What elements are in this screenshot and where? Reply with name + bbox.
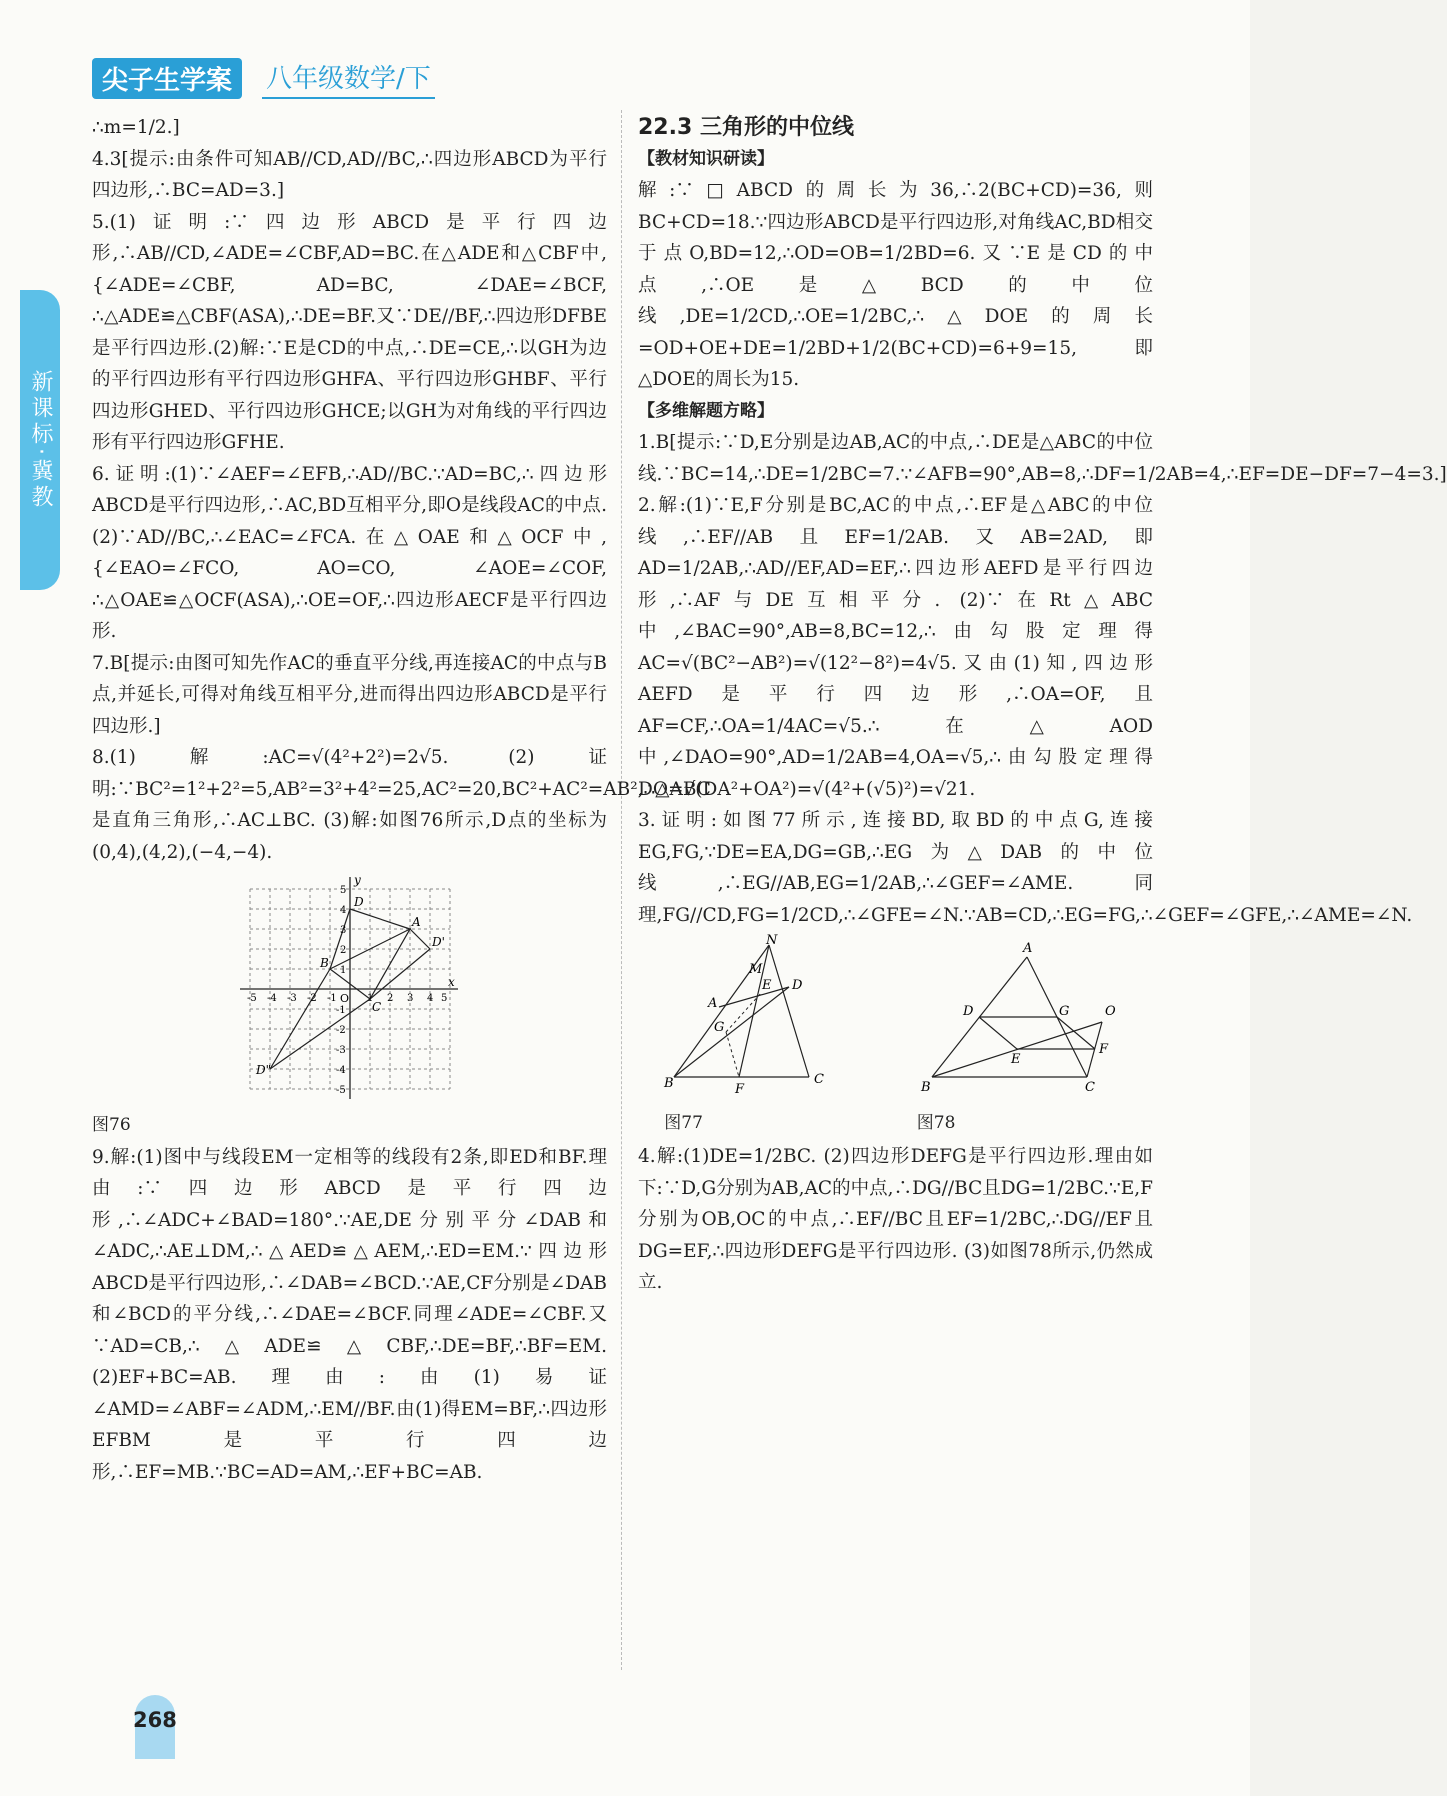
triangle-figure-78 bbox=[917, 937, 1127, 1097]
answer-1: 1.B[提示:∵D,E分别是边AB,AC的中点,∴DE是△ABC的中位线.∵BC=14,∴DE=1/2BC=7.∵∠AFB=90°,AB=8,∴DF=1/2AB=4,∴EF=DE−DF=7−4=3.] bbox=[638, 432, 1447, 485]
answer-6: 6.证明:(1)∵∠AEF=∠EFB,∴AD//BC.∵AD=BC,∴四边形ABCD是平行四边形,∴AC,BD互相平分,即O是线段AC的中点. (2)∵AD//BC,∴∠EAC=∠FCA.在△OAE和△OCF中,{∠EAO=∠FCO, AO=CO, ∠AOE=∠COF, ∴△OAE≌△OCF(ASA),∴OE=OF,∴四边形AECF是平行四边形. bbox=[92, 463, 607, 642]
fig78-label-b: B bbox=[920, 1080, 931, 1095]
fig77-label-g: G bbox=[714, 1020, 725, 1035]
triangle-figure-77 bbox=[664, 933, 864, 1097]
x-tick: 5 bbox=[440, 993, 447, 1004]
y-axis-label: y bbox=[353, 873, 361, 887]
fig77-label-d: D bbox=[792, 978, 803, 993]
fig77-label-a: A bbox=[708, 996, 718, 1011]
column-divider bbox=[621, 110, 622, 1670]
fig77-label-n: N bbox=[766, 933, 778, 948]
origin-label: O bbox=[339, 992, 349, 1005]
point-d-label: D bbox=[353, 895, 364, 909]
y-tick: 1 bbox=[339, 965, 346, 976]
x-tick: -2 bbox=[306, 993, 317, 1004]
right-column bbox=[638, 112, 1447, 1299]
fig77-label-c: C bbox=[814, 1072, 825, 1087]
textbook-answer: 解:∵□ABCD的周长为36,∴2(BC+CD)=36,则BC+CD=18.∵四边形ABCD是平行四边形,对角线AC,BD相交于点O,BD=12,∴OD=OB=1/2BD=6.又∵E是CD的中点,∴OE是△BCD的中位线,DE=1/2CD,∴OE=1/2BC,∴△DOE的周长=OD+OE+DE=1/2BD+1/2(BC+CD)=6+9=15,即△DOE的周长为15. bbox=[638, 180, 1153, 390]
y-tick: -2 bbox=[335, 1025, 346, 1036]
y-tick: 5 bbox=[339, 885, 346, 896]
point-a-label: A bbox=[411, 915, 421, 929]
fig77-label-m: M bbox=[749, 962, 763, 977]
figures-77-78 bbox=[638, 933, 1153, 1139]
x-tick: 3 bbox=[406, 993, 413, 1004]
answer-2: 2.解:(1)∵E,F分别是BC,AC的中点,∴EF是△ABC的中位线,∴EF//AB且EF=1/2AB.又AB=2AD,即AD=1/2AB,∴AD//EF,AD=EF,∴四边形AEFD是平行四边形,∴AF与DE互相平分. (2)∵在Rt△ABC中,∠BAC=90°,AB=8,BC=12,∴由勾股定理得AC=√(BC²−AB²)=√(12²−8²)=4√5.又由(1)知,四边形AEFD是平行四边形,∴OA=OF,且AF=CF,∴OA=1/4AC=√5.∴在△AOD中,∠DAO=90°,AD=1/2AB=4,OA=√5,∴由勾股定理得DO=√(DA²+OA²)=√(4²+(√5)²)=√21. bbox=[638, 495, 1153, 800]
x-tick: 4 bbox=[426, 993, 433, 1004]
x-axis-label: x bbox=[447, 975, 455, 989]
answer-4: 4.3[提示:由条件可知AB//CD,AD//BC,∴四边形ABCD为平行四边形,∴BC=AD=3.] bbox=[92, 148, 607, 201]
answer-9: 9.解:(1)图中与线段EM一定相等的线段有2条,即ED和BF.理由:∵四边形ABCD是平行四边形,∴∠ADC+∠BAD=180°.∵AE,DE分别平分∠DAB和∠ADC,∴AE⊥DM,∴△AED≌△AEM,∴ED=EM.∵四边形ABCD是平行四边形,∴∠DAB=∠BCD.∵AE,CF分别是∠DAB和∠BCD的平分线,∴∠DAE=∠BCF.同理∠ADE=∠CBF.又∵AD=CB,∴△ADE≌△CBF,∴DE=BF,∴BF=EM. (2)EF+BC=AB.理由:由(1)易证∠AMD=∠ABF=∠ADM,∴EM//BF.由(1)得EM=BF,∴四边形EFBM是平行四边形,∴EF=MB.∵BC=AD=AM,∴EF+BC=AB. bbox=[92, 1146, 607, 1483]
fig78-label-g: G bbox=[1058, 1004, 1070, 1019]
figure-78-caption: 图78 bbox=[916, 1112, 956, 1133]
x-tick: -4 bbox=[266, 993, 277, 1004]
fig77-label-b: B bbox=[664, 1076, 674, 1091]
y-tick: -3 bbox=[335, 1045, 346, 1056]
answer-7: 7.B[提示:由图可知先作AC的垂直平分线,再连接AC的中点与B点,并延长,可得对角线互相平分,进而得出四边形ABCD是平行四边形.] bbox=[92, 652, 607, 737]
side-tab: 新课标·冀教 bbox=[20, 290, 60, 590]
y-tick: -4 bbox=[335, 1065, 346, 1076]
x-tick: -5 bbox=[246, 993, 257, 1004]
answer-4-right: 4.解:(1)DE=1/2BC. (2)四边形DEFG是平行四边形.理由如下:∵D,G分别为AB,AC的中点,∴DG//BC且DG=1/2BC.∵E,F分别为OB,OC的中点,∴EF//BC且EF=1/2BC,∴DG//EF且DG=EF,∴四边形DEFG是平行四边形. (3)如图78所示,仍然成立. bbox=[638, 1146, 1153, 1293]
fig78-label-d: D bbox=[962, 1004, 974, 1019]
figure-78 bbox=[917, 937, 1127, 1139]
book-subtitle: 八年级数学/下 bbox=[262, 58, 435, 99]
y-tick: 2 bbox=[339, 945, 346, 956]
y-tick: -5 bbox=[335, 1085, 346, 1096]
section-heading-textbook: 【教材知识研读】 bbox=[638, 148, 774, 169]
coordinate-grid-figure bbox=[240, 874, 460, 1104]
x-tick: 1 bbox=[366, 993, 373, 1004]
fig78-label-e: E bbox=[1010, 1052, 1021, 1067]
figure-76 bbox=[92, 874, 607, 1104]
figure-77 bbox=[664, 933, 864, 1139]
y-tick: -1 bbox=[335, 1005, 346, 1016]
point-b-label: B bbox=[319, 956, 329, 970]
fig78-label-c: C bbox=[1084, 1080, 1095, 1095]
answer-5: 5.(1)证明:∵四边形ABCD是平行四边形,∴AB//CD,∠ADE=∠CBF,AD=BC.在△ADE和△CBF中,{∠ADE=∠CBF, AD=BC, ∠DAE=∠BCF, ∴△ADE≌△CBF(ASA),∴DE=BF.又∵DE//BF,∴四边形DFBE是平行四边形.(2)解:∵E是CD的中点,∴DE=CE,∴以GH为边的平行四边形有平行四边形GHFA、平行四边形GHBF、平行四边形GHED、平行四边形GHCE;以GH为对角线的平行四边形有平行四边形GFHE. bbox=[92, 211, 607, 453]
fig78-label-o: O bbox=[1104, 1004, 1116, 1019]
fig78-label-a: A bbox=[1022, 941, 1033, 956]
point-d-prime-label: D' bbox=[431, 935, 445, 949]
x-tick: -3 bbox=[286, 993, 297, 1004]
answer-fragment: ∴m=1/2.] bbox=[92, 117, 180, 138]
x-tick: -1 bbox=[326, 993, 337, 1004]
answer-8: 8.(1)解:AC=√(4²+2²)=2√5. (2)证明:∵BC²=1²+2²=5,AB²=3²+4²=25,AC²=20,BC²+AC²=AB²,∴△ABC是直角三角形,∴AC⊥BC. (3)解:如图76所示,D点的坐标为(0,4),(4,2),(−4,−4). bbox=[92, 747, 711, 863]
section-heading-strategies: 【多维解题方略】 bbox=[638, 400, 774, 421]
point-d-double-prime-label: D" bbox=[255, 1063, 271, 1077]
fig77-label-e: E bbox=[762, 978, 772, 993]
fig78-label-f: F bbox=[1098, 1042, 1108, 1057]
y-tick: 3 bbox=[339, 925, 346, 936]
section-title: 22.3 三角形的中位线 bbox=[638, 115, 854, 140]
fig77-label-f: F bbox=[735, 1082, 745, 1097]
point-c-label: C bbox=[371, 1000, 381, 1014]
figure-76-caption: 图76 bbox=[92, 1115, 131, 1135]
brand-logo: 尖子生学案 bbox=[92, 58, 242, 99]
y-tick: 4 bbox=[339, 905, 346, 916]
answer-3: 3.证明:如图77所示,连接BD,取BD的中点G,连接EG,FG,∵DE=EA,DG=GB,∴EG为△DAB的中位线,∴EG//AB,EG=1/2AB,∴∠GEF=∠AME.同理,FG//CD,FG=1/2CD,∴∠GFE=∠N.∵AB=CD,∴EG=FG,∴∠GEF=∠GFE,∴∠AME=∠N. bbox=[638, 810, 1413, 926]
figure-77-caption: 图77 bbox=[664, 1112, 703, 1133]
x-tick: 2 bbox=[386, 993, 393, 1004]
page-number: 268 bbox=[133, 1708, 177, 1732]
